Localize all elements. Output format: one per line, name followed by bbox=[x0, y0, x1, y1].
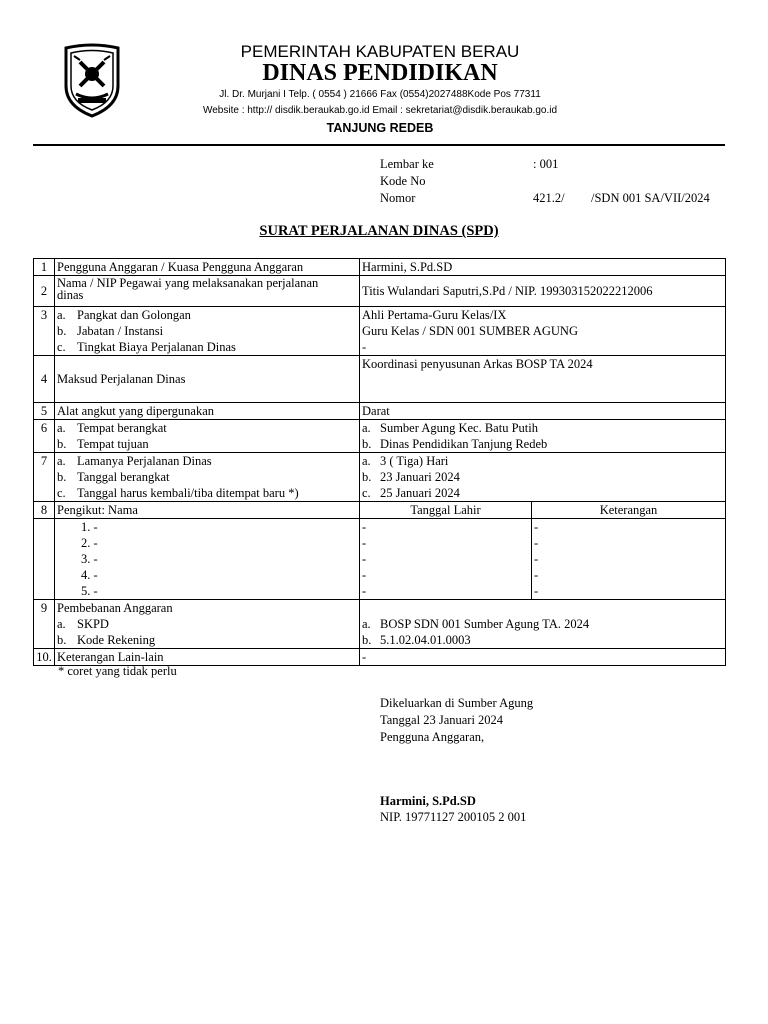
row-value: - bbox=[360, 649, 726, 666]
signer-name: Harmini, S.Pd.SD bbox=[380, 794, 476, 808]
table-row bbox=[34, 356, 726, 403]
item-letter: b. bbox=[362, 470, 372, 484]
item-value: 3 ( Tiga) Hari bbox=[380, 454, 449, 468]
item-letter: a. bbox=[57, 617, 66, 631]
table-row bbox=[34, 276, 726, 307]
header-divider bbox=[33, 144, 725, 146]
row-label: Pengguna Anggaran / Kuasa Pengguna Anggaran bbox=[55, 259, 360, 276]
row-value bbox=[360, 600, 726, 649]
row-label bbox=[55, 600, 360, 649]
column-header-ket: Keterangan bbox=[532, 502, 726, 519]
follower-dob: - bbox=[362, 536, 367, 550]
lembar-label: Lembar ke bbox=[380, 157, 434, 171]
item-letter: a. bbox=[57, 308, 66, 322]
nomor-value-suffix: /SDN 001 SA/VII/2024 bbox=[591, 191, 710, 205]
follower-name: - bbox=[93, 584, 98, 598]
follower-name: - bbox=[93, 536, 98, 550]
table-row bbox=[34, 453, 726, 502]
issued-place: Dikeluarkan di Sumber Agung bbox=[380, 696, 534, 710]
signer-nip: NIP. 19771127 200105 2 001 bbox=[380, 810, 527, 824]
item-letter: b. bbox=[362, 633, 372, 647]
item-letter: a. bbox=[362, 617, 371, 631]
item-label: Tempat berangkat bbox=[77, 421, 167, 435]
row-label bbox=[55, 276, 360, 307]
follower-note: - bbox=[534, 584, 539, 598]
row-number: 5 bbox=[34, 403, 55, 420]
table-row bbox=[34, 259, 726, 276]
row-label-line: Nama / NIP Pegawai yang melaksanakan perjalanan bbox=[57, 276, 319, 290]
row-value bbox=[360, 453, 726, 502]
item-value: Dinas Pendidikan Tanjung Redeb bbox=[380, 437, 548, 451]
follower-number: 2. bbox=[81, 536, 91, 550]
item-value: 23 Januari 2024 bbox=[380, 470, 460, 484]
table-row bbox=[34, 403, 726, 420]
spd-table bbox=[33, 258, 726, 666]
item-label: Tanggal berangkat bbox=[77, 470, 170, 484]
table-row bbox=[34, 502, 726, 519]
row-number: 3 bbox=[34, 307, 55, 356]
item-letter: a. bbox=[362, 421, 371, 435]
row-label: Maksud Perjalanan Dinas bbox=[55, 356, 360, 403]
footnote: * coret yang tidak perlu bbox=[58, 664, 177, 678]
follower-number: 1. bbox=[81, 520, 91, 534]
item-label: SKPD bbox=[77, 617, 109, 631]
follower-dobs bbox=[360, 519, 532, 600]
item-label: Pangkat dan Golongan bbox=[77, 308, 191, 322]
item-value: Guru Kelas / SDN 001 SUMBER AGUNG bbox=[362, 324, 578, 338]
item-letter: c. bbox=[362, 486, 371, 500]
row-label bbox=[55, 453, 360, 502]
table-row bbox=[34, 649, 726, 666]
item-letter: a. bbox=[57, 421, 66, 435]
follower-name: - bbox=[93, 520, 98, 534]
website-email: Website : http:// disdik.beraukab.go.id Email : sekretariat@disdik.beraukab.go.id bbox=[202, 105, 558, 116]
row-label: Pengikut: Nama bbox=[55, 502, 360, 519]
item-label: Tingkat Biaya Perjalanan Dinas bbox=[77, 340, 236, 354]
follower-number: 4. bbox=[81, 568, 91, 582]
row-value: Darat bbox=[360, 403, 726, 420]
item-value: BOSP SDN 001 Sumber Agung TA. 2024 bbox=[380, 617, 590, 631]
signer-role: Pengguna Anggaran, bbox=[380, 730, 485, 744]
follower-dob: - bbox=[362, 568, 367, 582]
government-name: PEMERINTAH KABUPATEN BERAU bbox=[240, 42, 520, 61]
row-value: Harmini, S.Pd.SD bbox=[360, 259, 726, 276]
document-title: SURAT PERJALANAN DINAS (SPD) bbox=[259, 223, 499, 239]
follower-note: - bbox=[534, 552, 539, 566]
department-name: DINAS PENDIDIKAN bbox=[262, 60, 498, 86]
table-row bbox=[34, 307, 726, 356]
item-letter: b. bbox=[57, 470, 67, 484]
follower-notes bbox=[532, 519, 726, 600]
item-letter: b. bbox=[57, 633, 67, 647]
issued-date: Tanggal 23 Januari 2024 bbox=[380, 713, 504, 727]
item-value: Ahli Pertama-Guru Kelas/IX bbox=[362, 308, 507, 322]
follower-number: 5. bbox=[81, 584, 91, 598]
item-value: - bbox=[362, 340, 367, 354]
kode-label: Kode No bbox=[380, 174, 426, 188]
item-label: Tanggal harus kembali/tiba ditempat baru *) bbox=[77, 486, 299, 500]
item-letter: c. bbox=[57, 340, 66, 354]
item-label: Kode Rekening bbox=[77, 633, 156, 647]
follower-note: - bbox=[534, 536, 539, 550]
follower-dob: - bbox=[362, 552, 367, 566]
berau-regency-emblem-icon bbox=[60, 42, 124, 118]
city-name: TANJUNG REDEB bbox=[326, 121, 434, 135]
row-label bbox=[55, 420, 360, 453]
row-label: Keterangan Lain-lain bbox=[55, 649, 360, 666]
row-value bbox=[360, 307, 726, 356]
table-row bbox=[34, 519, 726, 600]
item-value: 5.1.02.04.01.0003 bbox=[380, 633, 471, 647]
row-number: 4 bbox=[34, 356, 55, 403]
column-header-dob: Tanggal Lahir bbox=[360, 502, 532, 519]
row-label: Alat angkut yang dipergunakan bbox=[55, 403, 360, 420]
row-label bbox=[55, 307, 360, 356]
row-number: 7 bbox=[34, 453, 55, 502]
follower-name: - bbox=[93, 552, 98, 566]
follower-names bbox=[55, 519, 360, 600]
nomor-value-prefix: 421.2/ bbox=[533, 191, 565, 205]
item-letter: b. bbox=[57, 437, 67, 451]
nomor-label: Nomor bbox=[380, 191, 416, 205]
item-label: Pembebanan Anggaran bbox=[57, 601, 173, 615]
follower-dob: - bbox=[362, 584, 367, 598]
lembar-value: : 001 bbox=[533, 157, 559, 171]
item-value: 25 Januari 2024 bbox=[380, 486, 460, 500]
row-number: 1 bbox=[34, 259, 55, 276]
item-label: Jabatan / Instansi bbox=[77, 324, 164, 338]
item-label: Tempat tujuan bbox=[77, 437, 149, 451]
follower-note: - bbox=[534, 520, 539, 534]
table-row bbox=[34, 420, 726, 453]
item-letter: a. bbox=[362, 454, 371, 468]
row-number: 2 bbox=[34, 276, 55, 307]
row-number: 6 bbox=[34, 420, 55, 453]
row-number: 10. bbox=[34, 649, 55, 666]
follower-dob: - bbox=[362, 520, 367, 534]
office-address: Jl. Dr. Murjani I Telp. ( 0554 ) 21666 Fax (0554)2027488Kode Pos 77311 bbox=[219, 89, 541, 100]
row-value: Koordinasi penyusunan Arkas BOSP TA 2024 bbox=[360, 356, 726, 403]
row-value: Titis Wulandari Saputri,S.Pd / NIP. 199303152022212006 bbox=[360, 276, 726, 307]
row-number-empty bbox=[34, 519, 55, 600]
item-label: Lamanya Perjalanan Dinas bbox=[77, 454, 212, 468]
table-row bbox=[34, 600, 726, 649]
item-letter: a. bbox=[57, 454, 66, 468]
follower-name: - bbox=[93, 568, 98, 582]
follower-note: - bbox=[534, 568, 539, 582]
item-letter: b. bbox=[362, 437, 372, 451]
row-value bbox=[360, 420, 726, 453]
row-number: 9 bbox=[34, 600, 55, 649]
follower-number: 3. bbox=[81, 552, 91, 566]
item-letter: c. bbox=[57, 486, 66, 500]
row-number: 8 bbox=[34, 502, 55, 519]
item-value: Sumber Agung Kec. Batu Putih bbox=[380, 421, 538, 435]
item-letter: b. bbox=[57, 324, 67, 338]
row-label-line: dinas bbox=[57, 288, 84, 302]
